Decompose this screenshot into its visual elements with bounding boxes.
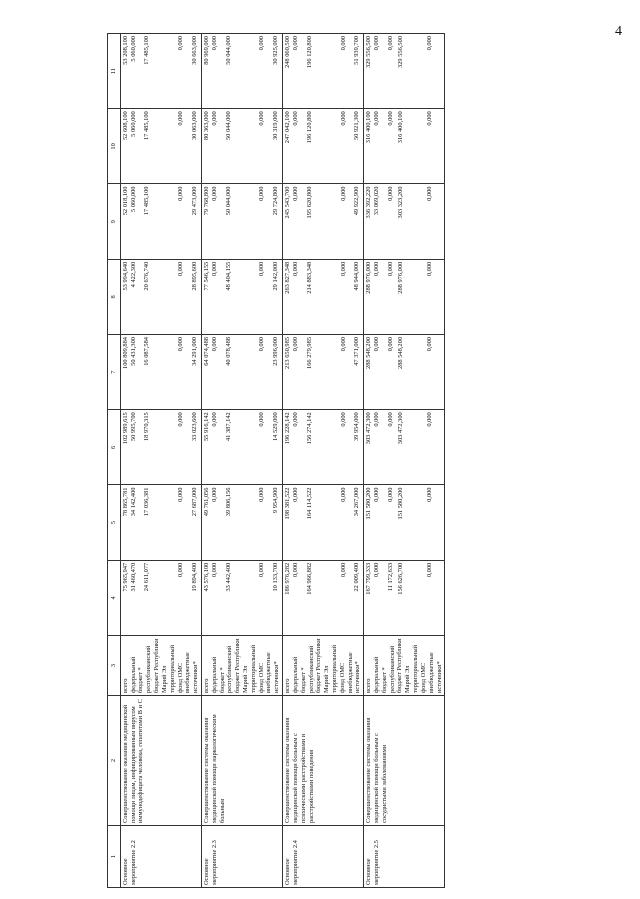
- source-federal: федеральный бюджет *: [129, 656, 145, 693]
- value-line: 55 916,142: [202, 412, 210, 442]
- value-line: 14 529,000: [272, 412, 280, 442]
- value-line: 0,000: [258, 261, 266, 277]
- value-line: 5 060,000: [129, 186, 137, 213]
- header-cell: 11: [108, 34, 121, 109]
- header-cell: 2: [108, 696, 121, 826]
- header-cell: 3: [108, 636, 121, 696]
- value-line: 0,000: [291, 562, 299, 578]
- value-line: 50 431,300: [129, 337, 137, 366]
- value-line: 263 827,348: [284, 261, 292, 294]
- value-line: 33 023,600: [191, 412, 199, 442]
- value-line: 248 060,500: [284, 36, 292, 68]
- value-line: 0,000: [210, 186, 218, 201]
- value-cell: [364, 335, 445, 410]
- value-line: 0,000: [386, 487, 394, 502]
- value-line: 0,000: [177, 186, 185, 201]
- value-line: 0,000: [291, 186, 299, 201]
- value-line: 0,000: [210, 487, 218, 502]
- value-line: 100 809,884: [121, 337, 129, 369]
- source-republic: республиканский бюджет Республики Марий Эл: [388, 638, 412, 693]
- value-line: 17 036,381: [143, 487, 151, 517]
- value-line: 0,000: [177, 562, 185, 578]
- value-line: 43 576,100: [202, 562, 210, 592]
- value-line: 30 925,000: [272, 36, 280, 65]
- value-cell: [201, 259, 282, 334]
- value-cell: [364, 410, 445, 485]
- value-cell: [283, 560, 364, 635]
- measure-description: Совершенствование системы оказания медицинской помощи наркологическим больным: [201, 696, 282, 826]
- value-line: 198 381,522: [284, 487, 292, 520]
- value-line: 0,000: [373, 111, 380, 126]
- value-cell: [283, 184, 364, 259]
- value-line: 0,000: [210, 337, 218, 352]
- value-line: 245 543,700: [284, 186, 292, 219]
- value-line: 33 442,400: [224, 562, 232, 592]
- source-extra: внебюджетные источники*: [184, 652, 200, 693]
- value-line: 186 976,282: [284, 562, 292, 595]
- value-line: 156 626,700: [396, 562, 404, 595]
- value-cell: [201, 184, 282, 259]
- value-line: 0,000: [426, 186, 434, 201]
- value-line: 151 580,200: [365, 487, 373, 520]
- value-cell: [120, 109, 201, 184]
- value-line: 29 142,000: [272, 261, 280, 291]
- source-federal: федеральный бюджет *: [373, 656, 388, 693]
- value-line: 0,000: [210, 412, 218, 427]
- measure-description: Совершенствование оказания медицинской помощи лицам, инфицированным вирусом иммунодефицита человека, гепатитами B и C: [120, 696, 201, 826]
- value-line: 0,000: [291, 487, 299, 502]
- value-line: 64 074,488: [202, 337, 210, 366]
- value-line: 316 400,100: [365, 111, 373, 144]
- value-cell: [120, 184, 201, 259]
- value-line: 33 069,020: [373, 186, 380, 216]
- value-line: 0,000: [339, 36, 347, 51]
- header-row: [108, 34, 121, 888]
- value-line: 247 042,100: [284, 111, 292, 144]
- value-line: 17 485,100: [143, 186, 151, 216]
- value-line: 303 472,300: [396, 412, 404, 445]
- value-line: 49 922,900: [353, 186, 361, 216]
- value-line: 0,000: [426, 36, 434, 51]
- value-line: 0,000: [258, 412, 266, 427]
- value-line: 0,000: [177, 487, 185, 502]
- page-number: 4: [615, 24, 622, 39]
- source-omc: территориальный фонд ОМС: [330, 644, 346, 693]
- funding-sources: [283, 636, 364, 696]
- value-line: 22 009,400: [353, 562, 361, 592]
- value-line: 50 044,000: [224, 186, 232, 216]
- header-cell: 4: [108, 560, 121, 635]
- header-cell: 7: [108, 335, 121, 410]
- value-line: 20 676,740: [143, 261, 151, 291]
- value-line: 11 172,633: [386, 562, 394, 592]
- value-line: 34 142,400: [129, 487, 137, 517]
- value-cell: [201, 34, 282, 109]
- value-cell: [120, 259, 201, 334]
- source-extra: внебюджетные источники*: [346, 652, 362, 693]
- value-line: 166 279,985: [305, 337, 313, 369]
- source-republic: республиканский бюджет Республики Марий Эл: [145, 638, 168, 693]
- value-line: 0,000: [210, 36, 218, 51]
- source-total: всего: [284, 678, 292, 693]
- value-line: 53 208,100: [121, 36, 129, 65]
- header-cell: 8: [108, 259, 121, 334]
- value-line: 0,000: [210, 111, 218, 126]
- value-line: 0,000: [373, 412, 380, 427]
- source-total: всего: [202, 678, 210, 693]
- value-line: 156 274,142: [305, 412, 313, 445]
- value-line: 0,000: [373, 337, 380, 352]
- value-line: 30 319,000: [272, 111, 280, 141]
- value-line: 0,000: [339, 487, 347, 502]
- header-cell: 5: [108, 485, 121, 560]
- value-cell: [201, 335, 282, 410]
- value-line: 16 087,584: [143, 337, 151, 366]
- value-line: 0,000: [258, 111, 266, 126]
- value-line: 0,000: [386, 412, 394, 427]
- value-line: 0,000: [339, 186, 347, 201]
- value-line: 303 472,300: [365, 412, 373, 445]
- measure-name: Основное мероприятие 2.2: [120, 826, 201, 888]
- value-line: 0,000: [426, 337, 434, 352]
- value-line: 0,000: [386, 261, 394, 277]
- value-line: 80 363,000: [202, 111, 210, 141]
- value-line: 0,000: [339, 412, 347, 427]
- value-line: 0,000: [258, 186, 266, 201]
- value-line: 164 114,522: [305, 487, 313, 520]
- value-cell: [201, 109, 282, 184]
- value-line: 5 060,000: [129, 36, 137, 62]
- value-line: 29 724,800: [272, 186, 280, 216]
- value-line: 288 548,200: [396, 337, 404, 369]
- value-line: 0,000: [426, 111, 434, 126]
- value-line: 0,000: [373, 487, 380, 502]
- value-cell: [364, 184, 445, 259]
- value-line: 151 580,200: [396, 487, 404, 520]
- value-line: 0,000: [291, 412, 299, 427]
- value-line: 0,000: [386, 337, 394, 352]
- table-row: [283, 34, 364, 888]
- budget-table: [107, 33, 445, 888]
- measure-description: Совершенствование системы оказания медицинской помощи больным с сосудистыми заболеваниями: [364, 696, 445, 826]
- value-line: 48 944,000: [353, 261, 361, 291]
- value-line: 29 473,000: [191, 186, 199, 216]
- table-row: [201, 34, 282, 888]
- value-line: 0,000: [177, 412, 185, 427]
- value-line: 30 663,000: [191, 36, 199, 65]
- header-cell: 9: [108, 184, 121, 259]
- source-federal: федеральный бюджет *: [210, 656, 226, 693]
- value-line: 79 768,800: [202, 186, 210, 216]
- value-line: 10 133,700: [272, 562, 280, 592]
- value-line: 28 895,600: [191, 261, 199, 291]
- source-republic: республиканский бюджет Республики Марий Эл: [307, 638, 331, 693]
- value-line: 0,000: [373, 562, 380, 578]
- value-line: 0,000: [258, 337, 266, 352]
- value-line: 77 546,155: [202, 261, 210, 291]
- value-line: 0,000: [339, 111, 347, 126]
- header-cell: 1: [108, 826, 121, 888]
- value-line: 48 404,155: [224, 261, 232, 291]
- value-line: 47 371,000: [353, 337, 361, 366]
- value-line: 214 883,348: [305, 261, 313, 294]
- value-line: 19 894,400: [191, 562, 199, 592]
- value-line: 167 799,333: [365, 562, 373, 595]
- value-cell: [120, 410, 201, 485]
- measure-description: Совершенствование системы оказания медицинской помощи больным с психическими расстройствами и расстройствами поведения: [283, 696, 364, 826]
- table-row: [120, 34, 201, 888]
- value-line: 75 965,947: [121, 562, 129, 592]
- value-line: 52 018,100: [121, 186, 129, 216]
- value-line: 329 556,500: [365, 36, 373, 68]
- value-line: 31 460,470: [129, 562, 137, 592]
- funding-sources: [120, 636, 201, 696]
- value-line: 78 865,781: [121, 487, 129, 517]
- value-line: 316 400,100: [396, 111, 404, 144]
- value-cell: [364, 560, 445, 635]
- value-cell: [283, 335, 364, 410]
- value-cell: [283, 259, 364, 334]
- value-line: 0,000: [210, 261, 218, 277]
- value-line: 53 994,640: [121, 261, 129, 291]
- value-line: 80 969,000: [202, 36, 210, 65]
- value-line: 102 989,615: [121, 412, 129, 445]
- value-cell: [201, 560, 282, 635]
- value-line: 23 996,000: [272, 337, 280, 366]
- funding-sources: [201, 636, 282, 696]
- value-line: 27 687,000: [191, 487, 199, 517]
- value-line: 17 485,100: [143, 36, 151, 65]
- value-line: 0,000: [339, 562, 347, 578]
- value-line: 213 650,985: [284, 337, 292, 369]
- header-cell: 6: [108, 410, 121, 485]
- value-cell: [364, 485, 445, 560]
- source-total: всего: [121, 678, 129, 693]
- value-line: 17 485,100: [143, 111, 151, 141]
- header-cell: 10: [108, 109, 121, 184]
- value-line: 196 120,800: [305, 36, 313, 68]
- table-row: [364, 34, 445, 888]
- value-line: 0,000: [386, 111, 394, 126]
- value-line: 51 939,700: [353, 36, 361, 65]
- value-cell: [364, 259, 445, 334]
- source-total: всего: [365, 678, 373, 693]
- value-line: 0,000: [373, 261, 380, 277]
- value-line: 52 608,100: [121, 111, 129, 141]
- value-line: 34 267,000: [353, 487, 361, 517]
- value-line: 30 063,000: [191, 111, 199, 141]
- value-cell: [201, 485, 282, 560]
- source-republic: республиканский бюджет Республики Марий Эл: [226, 638, 249, 693]
- value-cell: [283, 34, 364, 109]
- value-line: 39 954,000: [353, 412, 361, 442]
- rotated-table-container: [107, 33, 562, 888]
- source-extra: внебюджетные источники*: [427, 652, 443, 693]
- value-line: 288 976,000: [365, 261, 373, 294]
- source-extra: внебюджетные источники*: [265, 652, 281, 693]
- value-line: 0,000: [386, 186, 394, 201]
- value-line: 24 611,077: [143, 562, 151, 592]
- value-line: 0,000: [386, 36, 394, 51]
- value-line: 196 228,142: [284, 412, 292, 445]
- value-line: 40 078,488: [224, 337, 232, 366]
- value-line: 0,000: [177, 261, 185, 277]
- value-line: 50 995,700: [129, 412, 137, 442]
- value-cell: [283, 485, 364, 560]
- value-line: 50 044,000: [224, 36, 232, 65]
- value-line: 50 921,300: [353, 111, 361, 141]
- value-cell: [283, 109, 364, 184]
- value-line: 49 761,056: [202, 487, 210, 517]
- value-line: 303 323,200: [396, 186, 404, 219]
- value-cell: [120, 335, 201, 410]
- value-line: 5 060,000: [129, 111, 137, 137]
- funding-sources: [364, 636, 445, 696]
- value-line: 0,000: [291, 111, 299, 126]
- measure-name: Основное мероприятие 2.3: [201, 826, 282, 888]
- value-line: 0,000: [373, 36, 380, 51]
- value-line: 0,000: [177, 36, 185, 51]
- value-line: 9 954,900: [272, 487, 280, 514]
- value-line: 0,000: [258, 487, 266, 502]
- value-line: 41 387,142: [224, 412, 232, 442]
- value-cell: [283, 410, 364, 485]
- value-line: 0,000: [291, 337, 299, 352]
- value-line: 0,000: [177, 337, 185, 352]
- value-line: 18 970,315: [143, 412, 151, 442]
- value-cell: [364, 109, 445, 184]
- value-line: 39 806,156: [224, 487, 232, 517]
- value-line: 0,000: [339, 337, 347, 352]
- value-cell: [120, 485, 201, 560]
- source-omc: территориальный фонд ОМС: [168, 644, 184, 693]
- value-line: 34 291,000: [191, 337, 199, 366]
- value-line: 0,000: [426, 412, 434, 427]
- source-federal: федеральный бюджет *: [291, 656, 307, 693]
- source-omc: территориальный фонд ОМС: [249, 644, 265, 693]
- value-line: 196 120,800: [305, 111, 313, 144]
- value-line: 4 422,300: [129, 261, 137, 288]
- value-line: 0,000: [291, 261, 299, 277]
- value-line: 0,000: [210, 562, 218, 578]
- value-line: 329 556,500: [396, 36, 404, 68]
- value-cell: [120, 560, 201, 635]
- value-line: 0,000: [177, 111, 185, 126]
- value-line: 288 548,200: [365, 337, 373, 369]
- value-cell: [120, 34, 201, 109]
- value-line: 0,000: [426, 562, 434, 578]
- value-cell: [201, 410, 282, 485]
- value-line: 336 392,220: [365, 186, 373, 219]
- value-line: 0,000: [258, 562, 266, 578]
- value-line: 195 620,800: [305, 186, 313, 219]
- value-line: 0,000: [258, 36, 266, 51]
- value-line: 164 966,882: [305, 562, 313, 595]
- value-cell: [364, 34, 445, 109]
- value-line: 0,000: [426, 487, 434, 502]
- value-line: 50 044,000: [224, 111, 232, 141]
- value-line: 0,000: [339, 261, 347, 277]
- source-omc: территориальный фонд ОМС: [412, 644, 427, 693]
- value-line: 288 976,000: [396, 261, 404, 294]
- value-line: 0,000: [426, 261, 434, 277]
- measure-name: Основное мероприятие 2.5: [364, 826, 445, 888]
- value-line: 0,000: [291, 36, 299, 51]
- measure-name: Основное мероприятие 2.4: [283, 826, 364, 888]
